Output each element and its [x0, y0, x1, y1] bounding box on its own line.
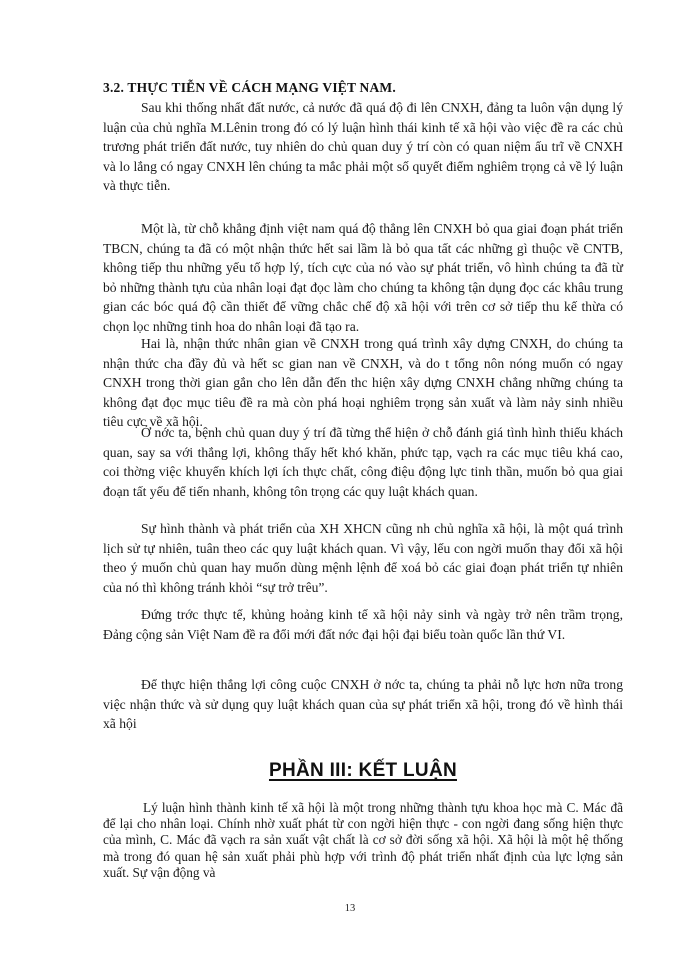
paragraph-2: Một là, từ chỗ khẳng định việt nam quá độ thẳng lên CNXH bỏ qua giai đoạn phát triển TBCN, chúng ta đã có một nhận thức hết sai lầm là bỏ qua tất các những gì thuộc về CNTB, không tiếp thu những yếu tố hợp lý, tích cực của nó vào sự phát triển, vô hình chúng ta đã từ bỏ những thành tựu của nhân loại đạt đọc làm cho chúng ta không tận dụng đọc các khâu trung gian các bóc quá độ cần thiết để vững chắc chế độ xã hội với trên cơ sở tiếp thu kế thừa có chọn lọc những tinh hoa do nhân loại đã tạo ra. — [103, 221, 623, 334]
part-title: PHẦN III: KẾT LUẬN — [268, 760, 457, 781]
paragraph-5: Sự hình thành và phát triển của XH XHCN cũng nh chủ nghĩa xã hội, là một quá trình lịch sử tự nhiên, tuân theo các quy luật khách quan. Vì vậy, lếu con ngời muốn thay đổi xã hội theo ý muốn chủ quan hay muốn dùng mệnh lệnh để xoá bỏ các giai đoạn phát triển tự nhiên của nó thì không tránh khỏi “sự trở trêu”. — [103, 521, 623, 595]
paragraph-3: Hai là, nhận thức nhân gian về CNXH trong quá trình xây dựng CNXH, do chúng ta nhận thức cha đầy đủ và hết sc gian nan về CNXH, và do t tổng nôn nóng muốn có ngay CNXH trong thời gian gắn cho lên dẫn đến thc hiện xây dựng CNXH chẳng những chúng ta không đạt đọc mục tiêu đề ra mà còn phá hoại nghiêm trọng sản xuất và làm nảy sinh nhiều tiêu cực về xã hội. — [103, 336, 623, 430]
page-number: 13 — [344, 903, 356, 914]
section-heading: 3.2. THỰC TIỄN VỀ CÁCH MẠNG VIỆT NAM. — [103, 80, 396, 95]
paragraph-6: Đứng trớc thực tế, khủng hoảng kinh tế xã hội nảy sinh và ngày trở nên trầm trọng, Đảng cộng sản Việt Nam đề ra đổi mới đất nớc đại hội đại biểu toàn quốc lần thứ VI. — [103, 607, 623, 642]
conclusion-paragraph: Lý luận hình thành kinh tế xã hội là một trong những thành tựu khoa học mà C. Mác đã để lại cho nhân loại. Chính nhờ xuất phát từ con ngời hiện thực - con ngời đang sống hiện thực của mình, C. Mác đã vạch ra sản xuất vật chất là cơ sở đời sống xã hội. Xã hội là một hệ thống mà trong đó quan hệ sản xuất phải phù hợp với trình độ phát triển nhất định của lực lợng sản xuất. Sự vận động và — [103, 800, 623, 880]
paragraph-7: Để thực hiện thắng lợi công cuộc CNXH ở nớc ta, chúng ta phải nỗ lực hơn nữa trong việc nhận thức và sử dụng quy luật khách quan của sự phát triển xã hội, trong đó về hình thái xã hội — [103, 677, 623, 732]
paragraph-1: Sau khi thống nhất đất nước, cả nước đã quá độ đi lên CNXH, đảng ta luôn vận dụng lý luận của chủ nghĩa M.Lênin trong đó có lý luận hình thái kinh tế xã hội vào việc đề ra các chủ trương phát triển đất nước, tuy nhiên do chủ quan duy ý trí còn có quan niệm ấu trĩ về CNXH và lo lắng có ngay CNXH lên chúng ta mắc phải một số quyết điểm nghiêm trọng cả về lý luận và thực tiễn. — [103, 100, 623, 194]
paragraph-4: Ở nớc ta, bệnh chủ quan duy ý trí đã từng thể hiện ở chỗ đánh giá tình hình thiếu khách quan, say sa với thắng lợi, không thấy hết khó khăn, phức tạp, vạch ra các mục tiêu khá cao, coi thờng việc khuyến khích lợi ích thực chất, công điệu động lực tinh thần, muốn bỏ qua giai đoạn tất yếu để tiến nhanh, không tôn trọng các quy luật khách quan. — [103, 425, 623, 499]
